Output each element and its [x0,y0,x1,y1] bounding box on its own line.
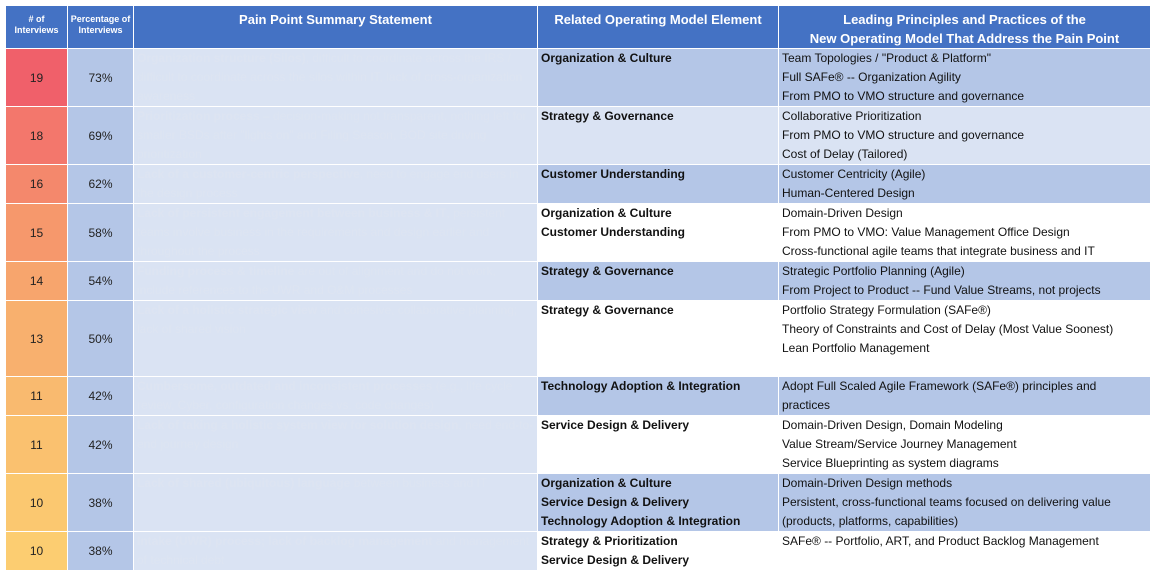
interview-percentage: 62% [68,165,134,204]
table-row [6,301,1151,377]
element-label: Strategy & Governance [541,109,674,123]
pain-point-summary [134,301,538,377]
element-label: Technology Adoption & Integration [541,514,741,528]
table-row [6,532,1151,571]
interview-percentage: 58% [68,204,134,262]
principle-item: Lean Portfolio Management [782,341,930,355]
operating-model-element [538,107,779,165]
element-label: Customer Understanding [541,225,686,239]
interview-count: 18 [6,107,68,165]
element-label: Service Design & Delivery [541,495,690,509]
interview-percentage: 69% [68,107,134,165]
interview-percentage: 42% [68,377,134,416]
pain-point-detail: , need end-to-end journey design [137,418,534,451]
operating-model-element [538,262,779,301]
header-principles [779,6,1151,49]
interview-count: 14 [6,262,68,301]
element-label: Service Design & Delivery [541,418,690,432]
principles-practices [779,204,1151,262]
principle-item: Full SAFe® -- Organization Agility [782,70,961,84]
principle-item: Customer Centricity (Agile) [782,167,926,181]
interview-count: 13 [6,301,68,377]
pain-point-title: Prioritization process [137,109,260,123]
principle-item: Domain-Driven Design [782,206,903,220]
pain-point-title: Organization structure (Silos) [137,51,306,65]
principle-item: Team Topologies / "Product & Platform" [782,51,992,65]
principle-item: Cost of Delay (Tailored) [782,147,908,161]
table-body [6,49,1151,571]
principles-practices [779,49,1151,107]
pain-point-detail: , difficult to coordinate across the IRS / difficult to coordinate across the silos within IT, lack of cross-organization awareness [137,51,523,103]
header-principles-line1: Leading Principles and Practices of the [843,12,1086,27]
principle-item: Cross-functional agile teams that integrate business and IT [782,244,1095,258]
pain-point-title: Cumbersome, outdated and inconsistent processes [137,379,433,393]
pain-point-table-container [5,5,1150,567]
pain-point-summary [134,474,538,532]
table-row [6,262,1151,301]
principles-practices [779,301,1151,377]
element-label: Organization & Culture [541,51,672,65]
principles-practices [779,532,1151,571]
header-summary: Pain Point Summary Statement [134,6,538,49]
header-interviews: # of Interviews [6,6,68,49]
interview-count: 11 [6,377,68,416]
interview-percentage: 50% [68,301,134,377]
principles-practices [779,107,1151,165]
principle-item: Value Stream/Service Journey Management [782,437,1017,451]
principle-item: Domain-Driven Design, Domain Modeling [782,418,1003,432]
table-row [6,165,1151,204]
operating-model-element [538,416,779,474]
pain-point-summary [134,416,538,474]
operating-model-element [538,204,779,262]
header-principles-line2: New Operating Model That Address the Pain Point [809,31,1120,46]
pain-point-detail: (e.g., life cycle review, Cyber, configuration changes vs. code changes) [137,379,513,412]
header-element: Related Operating Model Element [538,6,779,49]
pain-point-summary [134,49,538,107]
pain-point-detail: – decision-making not transparent, nothing left for smaller BSDs after "lights on" and Filing Season, BOD site driving prioritization [137,109,527,161]
principle-item: Persistent, cross-functional teams focused on delivering value (products, platforms, capabilities) [782,495,1111,528]
pain-point-summary [134,165,538,204]
element-label: Technology Adoption & Integration [541,379,741,393]
principles-practices [779,165,1151,204]
interview-percentage: 38% [68,474,134,532]
pain-point-detail: and management of technical debt [137,534,530,567]
operating-model-element [538,49,779,107]
pain-point-title: Intake (UWR) process; lack of backlog management [137,534,433,548]
interview-count: 10 [6,532,68,571]
principle-item: Strategic Portfolio Planning (Agile) [782,264,965,278]
operating-model-element [538,474,779,532]
table-row [6,107,1151,165]
pain-point-detail: are out of alignment and do not work, include references to the UWR and O&M processes [137,264,496,297]
table-header-row [6,6,1151,49]
element-label: Strategy & Prioritization [541,534,678,548]
principle-item: From PMO to VMO structure and governance [782,128,1025,142]
table-row [6,49,1151,107]
principle-item: Portfolio Strategy Formulation (SAFe®) [782,303,991,317]
operating-model-element [538,532,779,571]
operating-model-element [538,165,779,204]
interview-count: 11 [6,416,68,474]
interview-count: 19 [6,49,68,107]
element-label: Service Design & Delivery [541,553,690,567]
principle-item: Collaborative Prioritization [782,109,922,123]
pain-point-title: Lack of taking a holistic system view for solution design [137,418,459,432]
pain-point-summary [134,377,538,416]
interview-percentage: 38% [68,532,134,571]
pain-point-title: Lack of persistent engagement between business & IT [137,206,447,220]
principles-practices [779,377,1151,416]
principle-item: Human-Centered Design [782,186,915,200]
header-percentage: Percentage of Interviews [68,6,134,49]
principle-item: Service Blueprinting as system diagrams [782,456,999,470]
table-row [6,416,1151,474]
principle-item: Domain-Driven Design methods [782,476,953,490]
principles-practices [779,474,1151,532]
pain-point-summary [134,262,538,301]
pain-point-detail: and cohesive, collaborative planning; lack of shared vision [137,303,518,336]
pain-point-title: Lack of a customer-centric perspective [137,167,360,181]
element-label: Strategy & Governance [541,303,674,317]
pain-point-detail: between business and IT [350,476,488,490]
pain-point-summary [134,532,538,571]
element-label: Organization & Culture [541,476,672,490]
table-row [6,474,1151,532]
principles-practices [779,262,1151,301]
principle-item: From PMO to VMO structure and governance [782,89,1025,103]
interview-percentage: 73% [68,49,134,107]
pain-point-title: Lack of shared (ubiquitous) language [137,476,351,490]
principle-item: From Project to Product -- Fund Value Streams, not projects [782,283,1101,297]
table-row [6,377,1151,416]
principle-item: Theory of Constraints and Cost of Delay (Most Value Soonest) [782,322,1114,336]
pain-point-detail: , persistent teams involve business in the requirements and design earlier and throughout the process [137,206,506,258]
pain-point-table [5,5,1151,571]
interview-percentage: 42% [68,416,134,474]
pain-point-title: Funding process & timeline [137,264,295,278]
element-label: Strategy & Governance [541,264,674,278]
principles-practices [779,416,1151,474]
table-row [6,204,1151,262]
interview-count: 15 [6,204,68,262]
pain-point-detail: , need to engage end users in the design process [137,167,519,200]
element-label: Organization & Culture [541,206,672,220]
principle-item: Adopt Full Scaled Agile Framework (SAFe®) principles and practices [782,379,1097,412]
element-label: Customer Understanding [541,167,686,181]
operating-model-element [538,301,779,377]
interview-count: 16 [6,165,68,204]
pain-point-summary [134,204,538,262]
pain-point-summary [134,107,538,165]
pain-point-title: Lack of a holistic strategic view [137,303,318,317]
operating-model-element [538,377,779,416]
interview-percentage: 54% [68,262,134,301]
principle-item: From PMO to VMO: Value Management Office Design [782,225,1070,239]
principle-item: SAFe® -- Portfolio, ART, and Product Backlog Management [782,534,1099,548]
interview-count: 10 [6,474,68,532]
